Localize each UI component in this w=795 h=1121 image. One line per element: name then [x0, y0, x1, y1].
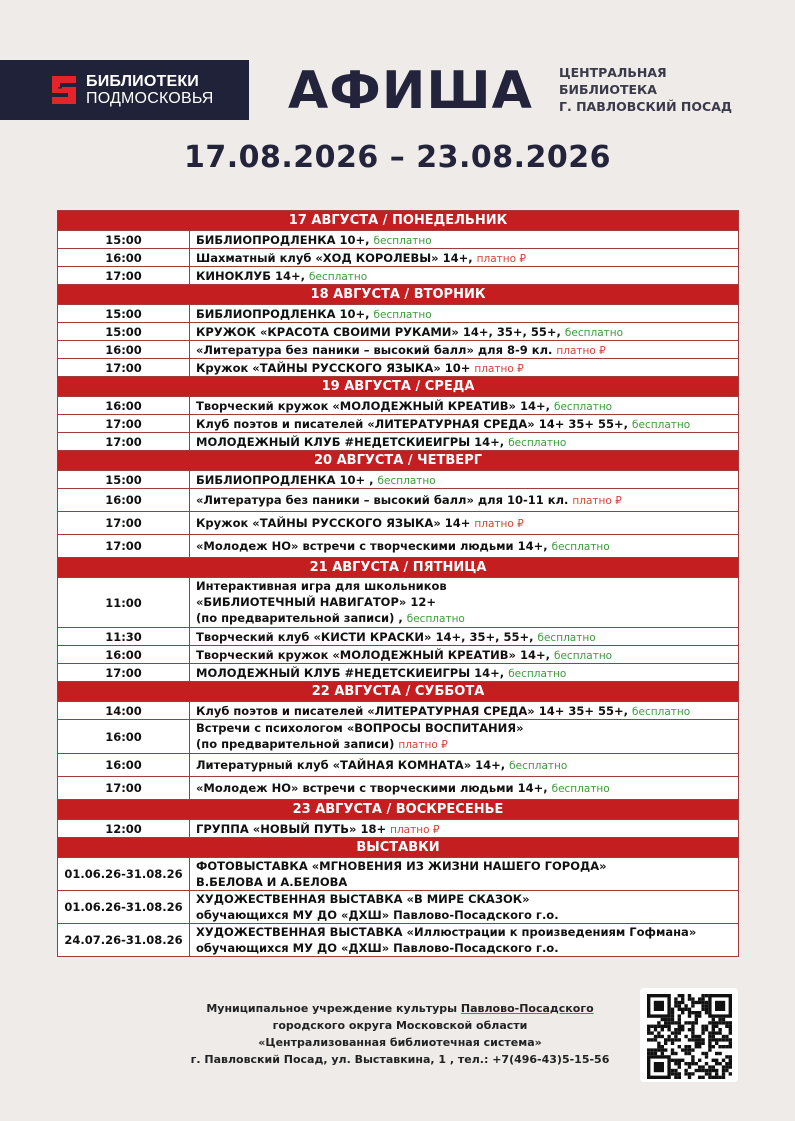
event-time: 16:00 [58, 646, 190, 664]
event-title: Творческий клуб «КИСТИ КРАСКИ» 14+, 35+, 55+, [196, 629, 534, 644]
event-line-text: В.БЕЛОВА И А.БЕЛОВА [196, 875, 348, 889]
event-description [190, 820, 739, 838]
price-free: бесплатно [553, 400, 613, 413]
event-time: 24.07.26-31.08.26 [58, 924, 190, 957]
price-free: бесплатно [551, 783, 610, 795]
event-line-text: ХУДОЖЕСТВЕННАЯ ВЫСТАВКА «Иллюстрации к произведениям Гофмана» [196, 925, 697, 939]
event-title: МОЛОДЕЖНЫЙ КЛУБ #НЕДЕТСКИЕИГРЫ 14+, [196, 434, 505, 449]
price-free: бесплатно [537, 631, 596, 644]
event-time: 17:00 [58, 664, 190, 682]
event-title: Творческий кружок «МОЛОДЕЖНЫЙ КРЕАТИВ» 14+, [196, 398, 550, 413]
day-header-label: 22 АВГУСТА / СУББОТА [58, 682, 739, 702]
event-time: 11:30 [58, 628, 190, 646]
event-time: 16:00 [58, 489, 190, 512]
event-row [58, 512, 739, 535]
event-row [58, 777, 739, 800]
price-free: бесплатно [377, 474, 436, 487]
event-line [196, 578, 732, 594]
event-title: Клуб поэтов и писателей «ЛИТЕРАТУРНАЯ СРЕДА» 14+ 35+ 55+, [196, 703, 629, 718]
day-header-label: 17 АВГУСТА / ПОНЕДЕЛЬНИК [58, 211, 739, 231]
event-line-text: Интерактивная игра для школьников [196, 579, 447, 593]
event-line-text: «БИБЛИОТЕЧНЫЙ НАВИГАТОР» 12+ [196, 595, 436, 609]
price-paid: платно ₽ [474, 518, 524, 530]
event-line-text: ФОТОВЫСТАВКА «МГНОВЕНИЯ ИЗ ЖИЗНИ НАШЕГО ГОРОДА» [196, 859, 607, 873]
event-title: КРУЖОК «КРАСОТА СВОИМИ РУКАМИ» 14+, 35+, 55+, [196, 324, 561, 339]
event-line [196, 858, 732, 874]
day-header-label: 23 АВГУСТА / ВОСКРЕСЕНЬЕ [58, 800, 739, 820]
price-free: бесплатно [551, 541, 610, 553]
price-free: бесплатно [406, 613, 465, 625]
price-free: бесплатно [373, 234, 432, 247]
price-paid: платно ₽ [398, 739, 448, 751]
event-description [190, 471, 739, 489]
page-title: АФИША [288, 61, 533, 121]
footer-line-4: г. Павловский Посад, ул. Выставкина, 1 , тел.: +7(496-43)5-15-56 [190, 1053, 610, 1066]
price-free: бесплатно [632, 418, 691, 431]
org-line-3: Г. ПАВЛОВСКИЙ ПОСАД [559, 99, 732, 114]
event-row [58, 415, 739, 433]
price-free: бесплатно [508, 667, 567, 680]
day-header-label: 19 АВГУСТА / СРЕДА [58, 377, 739, 397]
price-free: бесплатно [509, 760, 568, 772]
event-title: Кружок «ТАЙНЫ РУССКОГО ЯЗЫКА» 10+ [196, 360, 471, 375]
event-line [196, 594, 732, 610]
event-time: 15:00 [58, 305, 190, 323]
day-header [58, 451, 739, 471]
event-title: «Литература без паники – высокий балл» для 8-9 кл. [196, 342, 553, 357]
event-time: 15:00 [58, 231, 190, 249]
event-row [58, 359, 739, 377]
event-line-text: обучающихся МУ ДО «ДХШ» Павлово-Посадского г.о. [196, 941, 559, 955]
event-line [196, 940, 732, 956]
event-time: 15:00 [58, 323, 190, 341]
event-time: 17:00 [58, 433, 190, 451]
event-description [190, 341, 739, 359]
event-time: 01.06.26-31.08.26 [58, 891, 190, 924]
day-header [58, 211, 739, 231]
event-time: 01.06.26-31.08.26 [58, 858, 190, 891]
event-title: БИБЛИОПРОДЛЕНКА 10+, [196, 232, 370, 247]
event-row [58, 646, 739, 664]
event-row [58, 720, 739, 754]
event-row [58, 891, 739, 924]
logo-mark-icon [50, 74, 78, 106]
event-row [58, 535, 739, 558]
day-header [58, 800, 739, 820]
event-title: «Молодеж НО» встречи с творческими людьми 14+, [196, 539, 548, 553]
logo-line-1: БИБЛИОТЕКИ [86, 73, 199, 90]
event-description [190, 305, 739, 323]
event-title: «Литература без паники – высокий балл» для 10-11 кл. [196, 493, 569, 507]
date-range: 17.08.2026 – 23.08.2026 [184, 140, 611, 175]
event-description [190, 415, 739, 433]
event-title: Литературный клуб «ТАЙНАЯ КОМНАТА» 14+, [196, 758, 506, 772]
day-header [58, 377, 739, 397]
day-header [58, 682, 739, 702]
organization-name [559, 64, 732, 115]
event-line [196, 736, 732, 753]
event-time: 17:00 [58, 359, 190, 377]
price-free: бесплатно [309, 270, 368, 283]
event-row [58, 249, 739, 267]
event-time: 16:00 [58, 397, 190, 415]
price-paid: платно ₽ [556, 344, 606, 357]
footer-line-2: городского округа Московской области [272, 1019, 528, 1032]
event-row [58, 397, 739, 415]
event-time: 16:00 [58, 720, 190, 754]
event-time: 14:00 [58, 702, 190, 720]
event-line [196, 874, 732, 890]
event-row [58, 489, 739, 512]
footer-line-3: «Централизованная библиотечная система» [258, 1036, 542, 1049]
price-free: бесплатно [632, 705, 691, 718]
footer-line-1a: Муниципальное учреждение культуры [206, 1002, 461, 1015]
price-free: бесплатно [564, 326, 624, 339]
price-paid: платно ₽ [390, 823, 440, 836]
price-paid: платно ₽ [474, 362, 524, 375]
event-row [58, 754, 739, 777]
event-description [190, 858, 739, 891]
day-header-label: 20 АВГУСТА / ЧЕТВЕРГ [58, 451, 739, 471]
event-row [58, 341, 739, 359]
event-description [190, 578, 739, 628]
event-row [58, 924, 739, 957]
event-line [196, 891, 732, 907]
event-line-text: (по предварительной записи) , [196, 611, 403, 625]
event-time: 17:00 [58, 512, 190, 535]
event-row [58, 628, 739, 646]
event-description [190, 628, 739, 646]
event-description [190, 702, 739, 720]
library-logo [0, 60, 249, 120]
event-description [190, 720, 739, 754]
event-line-text: Встречи с психологом «ВОПРОСЫ ВОСПИТАНИЯ» [196, 721, 524, 735]
price-free: бесплатно [508, 436, 567, 449]
event-line-text: (по предварительной записи) [196, 737, 395, 751]
price-free: бесплатно [373, 308, 432, 321]
event-row [58, 231, 739, 249]
event-row [58, 471, 739, 489]
event-time: 17:00 [58, 267, 190, 285]
event-description [190, 777, 739, 800]
event-description [190, 489, 739, 512]
event-row [58, 323, 739, 341]
qr-code-icon [640, 988, 738, 1082]
event-time: 16:00 [58, 249, 190, 267]
day-header [58, 558, 739, 578]
event-title: КИНОКЛУБ 14+, [196, 268, 306, 283]
event-title: БИБЛИОПРОДЛЕНКА 10+, [196, 306, 370, 321]
footer-line-1 [170, 1000, 630, 1017]
event-time: 17:00 [58, 535, 190, 558]
event-description [190, 267, 739, 285]
event-title: Творческий кружок «МОЛОДЕЖНЫЙ КРЕАТИВ» 14+, [196, 647, 550, 662]
event-description [190, 535, 739, 558]
event-description [190, 664, 739, 682]
event-description [190, 231, 739, 249]
org-line-1: ЦЕНТРАЛЬНАЯ [559, 65, 667, 80]
event-row [58, 305, 739, 323]
event-time: 16:00 [58, 341, 190, 359]
logo-text [86, 73, 214, 107]
event-title: БИБЛИОПРОДЛЕНКА 10+ , [196, 472, 374, 487]
day-header-label: 21 АВГУСТА / ПЯТНИЦА [58, 558, 739, 578]
event-time: 17:00 [58, 415, 190, 433]
day-header-label: 18 АВГУСТА / ВТОРНИК [58, 285, 739, 305]
event-row [58, 702, 739, 720]
footer-address [170, 1000, 630, 1068]
event-description [190, 754, 739, 777]
day-header-label: ВЫСТАВКИ [58, 838, 739, 858]
event-title: ГРУППА «НОВЫЙ ПУТЬ» 18+ [196, 821, 387, 836]
event-title: Кружок «ТАЙНЫ РУССКОГО ЯЗЫКА» 14+ [196, 516, 471, 530]
event-title: «Молодеж НО» встречи с творческими людьми 14+, [196, 781, 548, 795]
event-row [58, 578, 739, 628]
event-time: 15:00 [58, 471, 190, 489]
event-line [196, 610, 732, 627]
price-paid: платно ₽ [572, 495, 622, 507]
event-line [196, 907, 732, 923]
event-description [190, 397, 739, 415]
event-row [58, 267, 739, 285]
event-title: Шахматный клуб «ХОД КОРОЛЕВЫ» 14+, [196, 250, 473, 265]
event-description [190, 646, 739, 664]
day-header [58, 838, 739, 858]
event-title: Клуб поэтов и писателей «ЛИТЕРАТУРНАЯ СРЕДА» 14+ 35+ 55+, [196, 416, 629, 431]
event-row [58, 433, 739, 451]
event-row [58, 664, 739, 682]
event-time: 17:00 [58, 777, 190, 800]
event-description [190, 924, 739, 957]
price-paid: платно ₽ [476, 252, 527, 265]
event-line [196, 720, 732, 736]
event-line [196, 924, 732, 940]
event-time: 11:00 [58, 578, 190, 628]
event-description [190, 249, 739, 267]
footer-line-1b: Павлово-Посадского [460, 1002, 594, 1015]
schedule-table [57, 210, 739, 957]
event-line-text: обучающихся МУ ДО «ДХШ» Павлово-Посадского г.о. [196, 908, 559, 922]
event-row [58, 820, 739, 838]
logo-line-2: ПОДМОСКОВЬЯ [86, 90, 214, 107]
qr-code-graphic [640, 988, 738, 1082]
event-time: 12:00 [58, 820, 190, 838]
event-time: 16:00 [58, 754, 190, 777]
price-free: бесплатно [553, 649, 613, 662]
event-description [190, 323, 739, 341]
event-description [190, 433, 739, 451]
event-description [190, 359, 739, 377]
event-description [190, 512, 739, 535]
event-line-text: ХУДОЖЕСТВЕННАЯ ВЫСТАВКА «В МИРЕ СКАЗОК» [196, 892, 530, 906]
day-header [58, 285, 739, 305]
event-description [190, 891, 739, 924]
event-title: МОЛОДЕЖНЫЙ КЛУБ #НЕДЕТСКИЕИГРЫ 14+, [196, 665, 505, 680]
org-line-2: БИБЛИОТЕКА [559, 82, 657, 97]
event-row [58, 858, 739, 891]
